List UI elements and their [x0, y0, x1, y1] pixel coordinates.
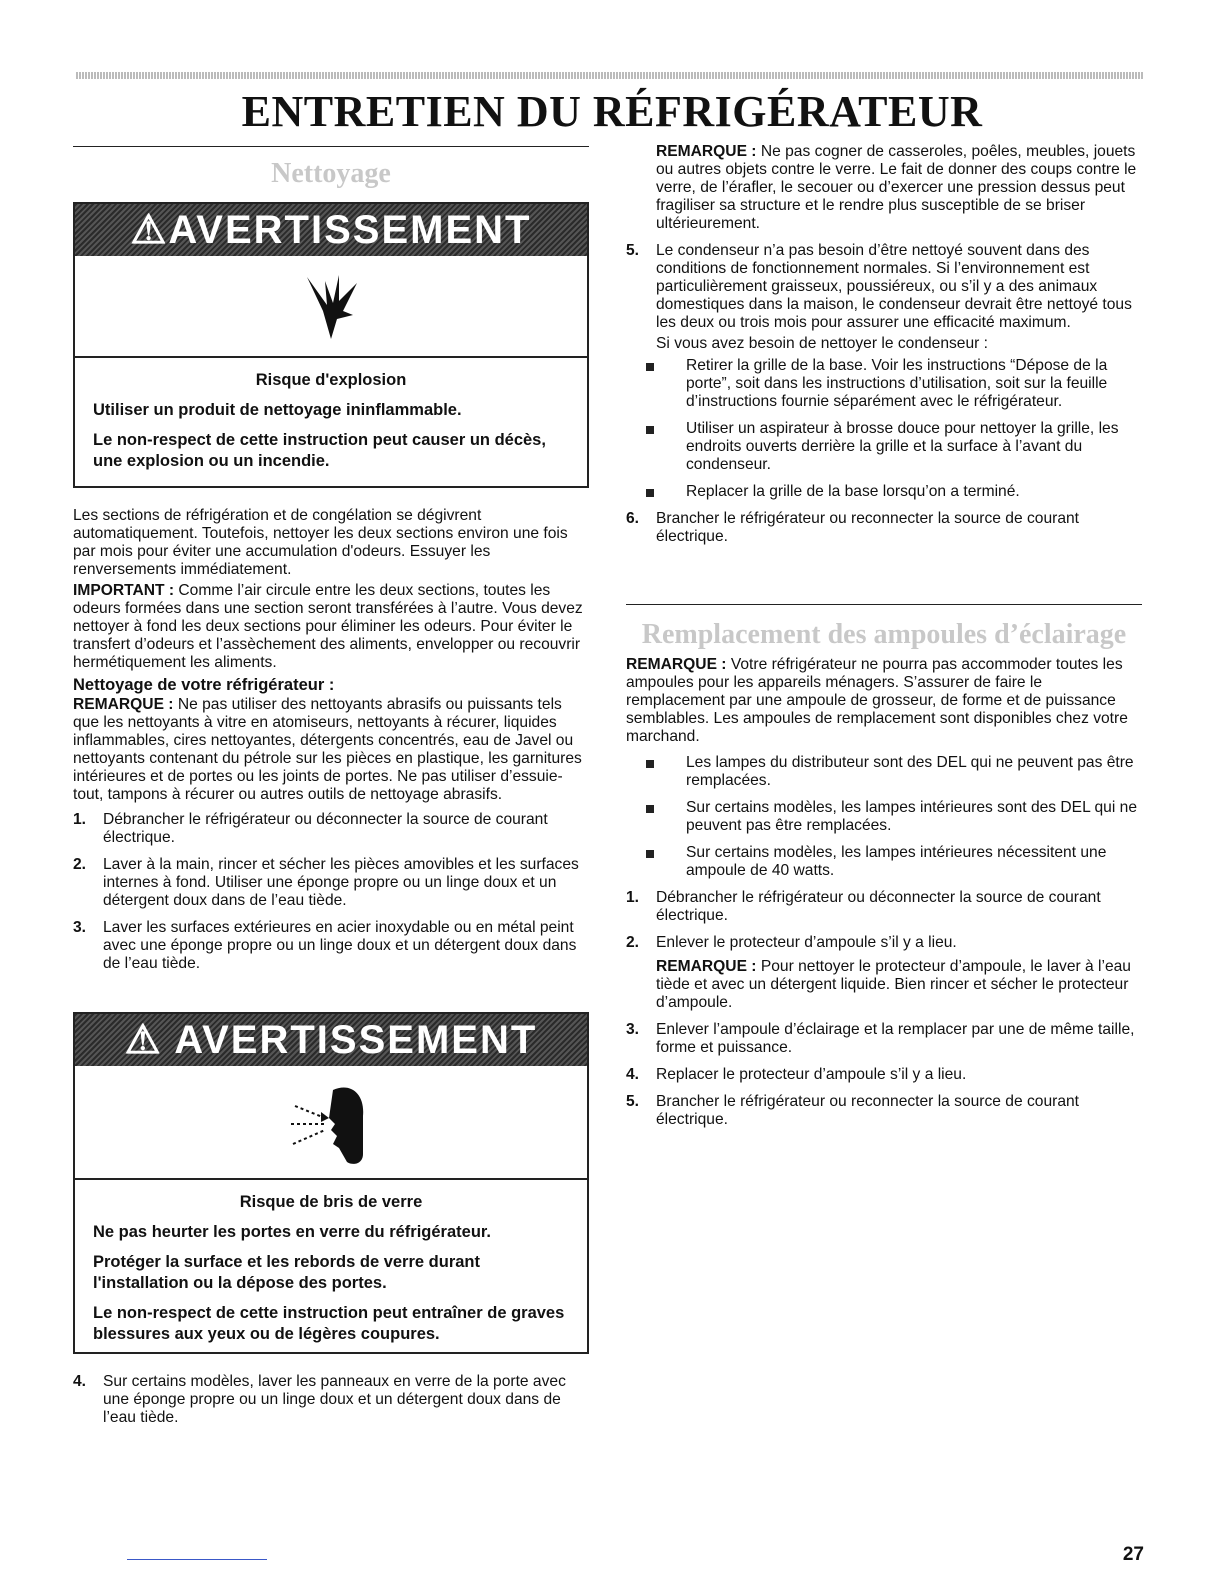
- warning-triangle-icon: ⚠: [130, 208, 169, 252]
- paragraph: Si vous avez besoin de nettoyer le condenseur :: [656, 335, 989, 352]
- paragraph: REMARQUE : Ne pas cogner de casseroles, poêles, meubles, jouets ou autres objets contre le verre. Le fait de donner des coups contre le verre, de l’érafler, le secouer ou d’exercer une pression dessus peut fragiliser sa structure et le rendre plus susceptible de se briser ultérieurement.: [656, 143, 1137, 232]
- list-item: Sur certains modèles, les lampes intérieures sont des DEL qui ne peuvent pas être remplacées.: [626, 799, 1142, 835]
- list-item: Replacer la grille de la base lorsqu’on a terminé.: [626, 483, 1142, 501]
- section-heading-bulbs: Remplacement des ampoules d’éclairage: [641, 619, 1127, 650]
- list-item: 1. Débrancher le réfrigérateur ou déconnecter la source de courant électrique.: [73, 811, 548, 846]
- list-item: 2. Laver à la main, rincer et sécher les pièces amovibles et les surfaces internes à fond. Utiliser une éponge propre ou un linge doux et un détergent doux dans de l’eau tiède.: [73, 856, 579, 909]
- bullet-list: [626, 357, 1142, 501]
- paragraph: Les sections de réfrigération et de congélation se dégivrent automatiquement. Toutefois, nettoyer les deux sections environ une fois par mois pour éviter une accumulation d'odeurs. Essuyer les renversements immédiatement.: [73, 507, 568, 578]
- list-item: 1. Débrancher le réfrigérateur ou déconnecter la source de courant électrique.: [626, 889, 1101, 924]
- paragraph: IMPORTANT : Comme l’air circule entre les deux sections, toutes les odeurs formées dans une section seront transférées à l’autre. Vous devez nettoyer à fond les deux sections pour éliminer les odeurs. Pour éviter le transfert d’odeurs et l’assèchement des aliments, envelopper ou recouvrir hermétiquement les aliments.: [73, 582, 583, 671]
- warning-line: Le non-respect de cette instruction peut entraîner de graves blessures aux yeux ou de légères coupures.: [93, 1304, 565, 1343]
- warning-header: ⚠ AVERTISSEMENT: [75, 1014, 587, 1066]
- list-item: 4. Sur certains modèles, laver les panneaux en verre de la porte avec une éponge propre ou un linge doux et un détergent doux dans de l’eau tiède.: [73, 1373, 566, 1426]
- left-column-text: [73, 507, 589, 982]
- numbered-list: [626, 242, 1142, 353]
- paragraph: REMARQUE : Ne pas utiliser des nettoyants abrasifs ou puissants tels que les nettoyants à vitre en atomiseurs, nettoyants à récurer, liquides inflammables, cires nettoyantes, détergents concentrés, eau de Javel ou nettoyants contenant du pétrole sur les pièces en plastique, les garnitures intérieures et de portes ou les joints de portes. Ne pas utiliser d’essuie-tout, tampons à récurer ou autres outils de nettoyage abrasifs.: [73, 696, 582, 803]
- section-rule: [626, 604, 1142, 605]
- warning-box-glass: [73, 1012, 589, 1354]
- right-column-bulbs: [626, 656, 1142, 1138]
- subheading: Nettoyage de votre réfrigérateur :: [73, 676, 335, 694]
- page-title: ENTRETIEN DU RÉFRIGÉRATEUR: [241, 87, 983, 136]
- warning-triangle-icon: ⚠: [124, 1018, 163, 1062]
- paragraph: REMARQUE : Votre réfrigérateur ne pourra pas accommoder toutes les ampoules pour les appareils ménagers. S’assurer de faire le remplacement par une ampoule de grosseur, de forme et de puissance semblables. Les ampoules de remplacement sont disponibles chez votre marchand.: [626, 656, 1128, 745]
- list-item: 3. Enlever l’ampoule d’éclairage et la remplacer par une de même taille, forme et puissance.: [626, 1021, 1135, 1056]
- warning-line: Le non-respect de cette instruction peut causer un décès, une explosion ou un incendie.: [93, 431, 546, 470]
- warning-header: ⚠AVERTISSEMENT: [75, 204, 587, 256]
- warning-line: Ne pas heurter les portes en verre du réfrigérateur.: [93, 1223, 491, 1241]
- warning-box-explosion: [73, 202, 589, 488]
- left-column-step4: [73, 1373, 589, 1436]
- section-heading-cleaning: Nettoyage: [271, 158, 391, 189]
- list-item: 2. Enlever le protecteur d’ampoule s’il y a lieu. REMARQUE : Pour nettoyer le protecteur d’ampoule, le laver à l’eau tiède et avec un détergent liquide. Bien rincer et sécher le protecteur d’ampoule.: [626, 934, 1142, 1012]
- numbered-list: [626, 510, 1142, 546]
- list-item: 3. Laver les surfaces extérieures en acier inoxydable ou en métal peint avec une éponge propre ou un linge doux et un détergent doux dans de l’eau tiède.: [73, 919, 577, 972]
- warning-line: Protéger la surface et les rebords de verre durant l'installation ou la dépose des portes.: [93, 1253, 480, 1292]
- explosion-icon: [75, 256, 587, 358]
- page-number: 27: [1122, 1544, 1144, 1565]
- numbered-list: [626, 889, 1142, 1129]
- right-column-text: [626, 143, 1142, 555]
- list-item: 6. Brancher le réfrigérateur ou reconnecter la source de courant électrique.: [626, 510, 1079, 545]
- list-item: 5. Brancher le réfrigérateur ou reconnecter la source de courant électrique.: [626, 1093, 1079, 1128]
- list-item: Utiliser un aspirateur à brosse douce pour nettoyer la grille, les endroits ouverts derrière la grille et la surface à l’avant du condenseur.: [626, 420, 1142, 474]
- list-item: 5. Le condenseur n’a pas besoin d’être nettoyé souvent dans des conditions de fonctionnement normales. Si l’environnement est particulièrement graisseux, poussiéreux, ou s’il y a des animaux domestiques dans la maison, le condenseur devrait être nettoyé tous les deux ou trois mois pour assurer une efficacité maximum. Si vous avez besoin de nettoyer le condenseur :: [626, 242, 1142, 353]
- list-item: Retirer la grille de la base. Voir les instructions “Dépose de la porte”, soit dans les instructions d’utilisation, soit sur la feuille d’instructions fournie séparément avec le réfrigérateur.: [626, 357, 1142, 411]
- flying-glass-face-icon: [75, 1066, 587, 1180]
- warning-hazard-title: Risque de bris de verre: [239, 1193, 423, 1211]
- list-item: Les lampes du distributeur sont des DEL qui ne peuvent pas être remplacées.: [626, 754, 1142, 790]
- section-rule: [73, 146, 589, 147]
- numbered-list: [73, 811, 589, 973]
- top-decorative-bar: [76, 72, 1144, 79]
- list-item: Sur certains modèles, les lampes intérieures nécessitent une ampoule de 40 watts.: [626, 844, 1142, 880]
- bullet-list: [626, 754, 1142, 880]
- list-item: 4. Replacer le protecteur d’ampoule s’il y a lieu.: [626, 1066, 967, 1083]
- warning-line: Utiliser un produit de nettoyage ininflammable.: [93, 401, 462, 419]
- footer-line: [127, 1559, 267, 1560]
- warning-hazard-title: Risque d'explosion: [255, 371, 407, 389]
- paragraph: REMARQUE : Pour nettoyer le protecteur d’ampoule, le laver à l’eau tiède et avec un détergent liquide. Bien rincer et sécher le protecteur d’ampoule.: [656, 958, 1131, 1011]
- numbered-list: [73, 1373, 589, 1427]
